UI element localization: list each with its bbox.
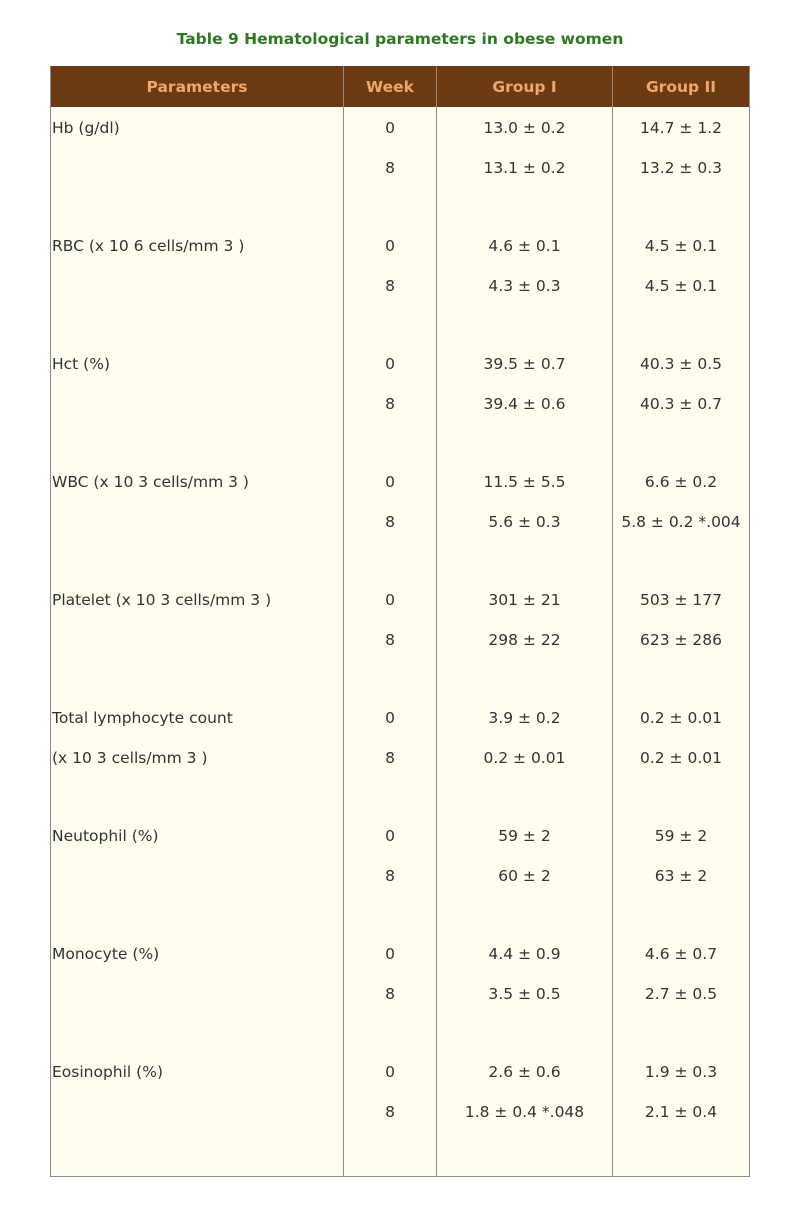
week-value: 0 bbox=[385, 355, 395, 373]
group-2-cell bbox=[613, 579, 750, 697]
parameter-cell bbox=[51, 343, 344, 461]
week-cell bbox=[344, 343, 437, 461]
group-2-value: 5.8 ± 0.2 *.004 bbox=[621, 513, 741, 531]
week-value: 0 bbox=[385, 827, 395, 845]
table-row bbox=[51, 343, 750, 461]
group-2-value: 4.5 ± 0.1 bbox=[644, 277, 718, 295]
table-row bbox=[51, 697, 750, 815]
parameter-cell bbox=[51, 1051, 344, 1177]
table-body bbox=[51, 107, 750, 1177]
table-row bbox=[51, 461, 750, 579]
week-value: 8 bbox=[385, 159, 395, 177]
week-value: 0 bbox=[385, 473, 395, 491]
parameter-label: Eosinophil (%) bbox=[52, 1063, 163, 1081]
group-2-value: 503 ± 177 bbox=[639, 591, 722, 609]
week-value: 0 bbox=[385, 119, 395, 137]
group-2-value: 13.2 ± 0.3 bbox=[639, 159, 722, 177]
group-1-value: 0.2 ± 0.01 bbox=[483, 749, 566, 767]
group-2-cell bbox=[613, 815, 750, 933]
group-2-cell bbox=[613, 697, 750, 815]
parameter-label: Platelet (x 10 3 cells/mm 3 ) bbox=[52, 591, 272, 609]
parameter-label-cont bbox=[51, 503, 343, 542]
group-1-value: 3.9 ± 0.2 bbox=[488, 709, 561, 727]
group-1-cell bbox=[437, 225, 613, 343]
parameter-label: Monocyte (%) bbox=[52, 945, 160, 963]
parameter-cell bbox=[51, 933, 344, 1051]
parameter-label-cont bbox=[51, 385, 343, 424]
week-cell bbox=[344, 107, 437, 225]
table-row bbox=[51, 815, 750, 933]
parameter-label-cont bbox=[51, 149, 343, 188]
group-1-value: 2.6 ± 0.6 bbox=[488, 1063, 561, 1081]
group-1-value: 1.8 ± 0.4 *.048 bbox=[464, 1103, 585, 1121]
group-2-value: 59 ± 2 bbox=[654, 827, 708, 845]
group-2-value: 40.3 ± 0.7 bbox=[639, 395, 722, 413]
parameter-cell bbox=[51, 107, 344, 225]
group-1-value: 4.4 ± 0.9 bbox=[488, 945, 561, 963]
group-2-value: 1.9 ± 0.3 bbox=[644, 1063, 718, 1081]
group-1-value: 13.0 ± 0.2 bbox=[483, 119, 566, 137]
parameter-cell bbox=[51, 225, 344, 343]
group-1-value: 301 ± 21 bbox=[488, 591, 561, 609]
table-row bbox=[51, 579, 750, 697]
week-value: 8 bbox=[385, 513, 395, 531]
week-cell bbox=[344, 579, 437, 697]
parameter-label-cont bbox=[51, 975, 343, 1014]
parameter-cell bbox=[51, 579, 344, 697]
group-1-cell bbox=[437, 579, 613, 697]
parameter-label-cont bbox=[51, 1093, 343, 1132]
header-week: Week bbox=[344, 66, 437, 107]
parameter-label-cont bbox=[51, 267, 343, 306]
group-2-value: 6.6 ± 0.2 bbox=[644, 473, 718, 491]
week-cell bbox=[344, 697, 437, 815]
week-value: 8 bbox=[385, 277, 395, 295]
week-value: 0 bbox=[385, 709, 395, 727]
group-2-value: 40.3 ± 0.5 bbox=[639, 355, 722, 373]
group-1-value: 13.1 ± 0.2 bbox=[483, 159, 566, 177]
group-1-cell bbox=[437, 461, 613, 579]
group-1-value: 298 ± 22 bbox=[488, 631, 561, 649]
group-1-cell bbox=[437, 343, 613, 461]
group-2-value: 0.2 ± 0.01 bbox=[639, 749, 722, 767]
group-2-cell bbox=[613, 225, 750, 343]
table-header bbox=[51, 66, 750, 107]
group-2-value: 2.1 ± 0.4 bbox=[644, 1103, 718, 1121]
group-2-cell bbox=[613, 933, 750, 1051]
group-2-cell bbox=[613, 343, 750, 461]
parameter-label: Neutophil (%) bbox=[52, 827, 159, 845]
week-value: 0 bbox=[385, 945, 395, 963]
group-2-value: 14.7 ± 1.2 bbox=[639, 119, 722, 137]
week-cell bbox=[344, 461, 437, 579]
table-caption: Table 9 Hematological parameters in obese women bbox=[176, 30, 624, 48]
group-1-value: 59 ± 2 bbox=[498, 827, 551, 845]
group-1-value: 60 ± 2 bbox=[498, 867, 551, 885]
parameter-cell bbox=[51, 815, 344, 933]
group-2-value: 2.7 ± 0.5 bbox=[644, 985, 718, 1003]
parameter-label: Hct (%) bbox=[52, 355, 111, 373]
group-2-value: 4.6 ± 0.7 bbox=[644, 945, 718, 963]
parameter-label-cont: (x 10 3 cells/mm 3 ) bbox=[52, 749, 208, 767]
group-1-value: 39.5 ± 0.7 bbox=[483, 355, 566, 373]
parameter-label: WBC (x 10 3 cells/mm 3 ) bbox=[52, 473, 249, 491]
group-1-cell bbox=[437, 1051, 613, 1177]
header-group-2: Group II bbox=[613, 66, 750, 107]
group-1-value: 4.3 ± 0.3 bbox=[488, 277, 561, 295]
header-group-1: Group I bbox=[437, 66, 613, 107]
group-2-value: 4.5 ± 0.1 bbox=[644, 237, 718, 255]
week-cell bbox=[344, 815, 437, 933]
group-1-cell bbox=[437, 815, 613, 933]
week-value: 0 bbox=[385, 1063, 395, 1081]
table-row bbox=[51, 933, 750, 1051]
week-value: 8 bbox=[385, 1103, 395, 1121]
week-value: 8 bbox=[385, 985, 395, 1003]
group-2-value: 63 ± 2 bbox=[654, 867, 708, 885]
week-value: 8 bbox=[385, 749, 395, 767]
week-value: 0 bbox=[385, 591, 395, 609]
group-2-cell bbox=[613, 461, 750, 579]
parameter-label: RBC (x 10 6 cells/mm 3 ) bbox=[52, 237, 245, 255]
header-parameters: Parameters bbox=[51, 66, 344, 107]
header-row bbox=[51, 66, 750, 107]
group-2-cell bbox=[613, 1051, 750, 1177]
hematology-table bbox=[50, 66, 750, 1177]
table-row bbox=[51, 1051, 750, 1177]
table-row bbox=[51, 107, 750, 225]
group-1-value: 3.5 ± 0.5 bbox=[488, 985, 561, 1003]
parameter-cell bbox=[51, 461, 344, 579]
group-1-value: 11.5 ± 5.5 bbox=[483, 473, 566, 491]
group-2-cell bbox=[613, 107, 750, 225]
parameter-label-cont bbox=[51, 621, 343, 660]
group-2-value: 623 ± 286 bbox=[639, 631, 722, 649]
group-1-value: 39.4 ± 0.6 bbox=[483, 395, 566, 413]
group-1-cell bbox=[437, 933, 613, 1051]
week-cell bbox=[344, 1051, 437, 1177]
table-row bbox=[51, 225, 750, 343]
group-1-value: 5.6 ± 0.3 bbox=[488, 513, 561, 531]
parameter-label-cont bbox=[51, 857, 343, 896]
group-1-value: 4.6 ± 0.1 bbox=[488, 237, 561, 255]
group-1-cell bbox=[437, 107, 613, 225]
group-2-value: 0.2 ± 0.01 bbox=[639, 709, 722, 727]
parameter-cell bbox=[51, 697, 344, 815]
group-1-cell bbox=[437, 697, 613, 815]
week-value: 0 bbox=[385, 237, 395, 255]
week-cell bbox=[344, 225, 437, 343]
week-value: 8 bbox=[385, 631, 395, 649]
week-value: 8 bbox=[385, 867, 395, 885]
parameter-label: Total lymphocyte count bbox=[52, 709, 233, 727]
week-cell bbox=[344, 933, 437, 1051]
parameter-label: Hb (g/dl) bbox=[52, 119, 120, 137]
week-value: 8 bbox=[385, 395, 395, 413]
